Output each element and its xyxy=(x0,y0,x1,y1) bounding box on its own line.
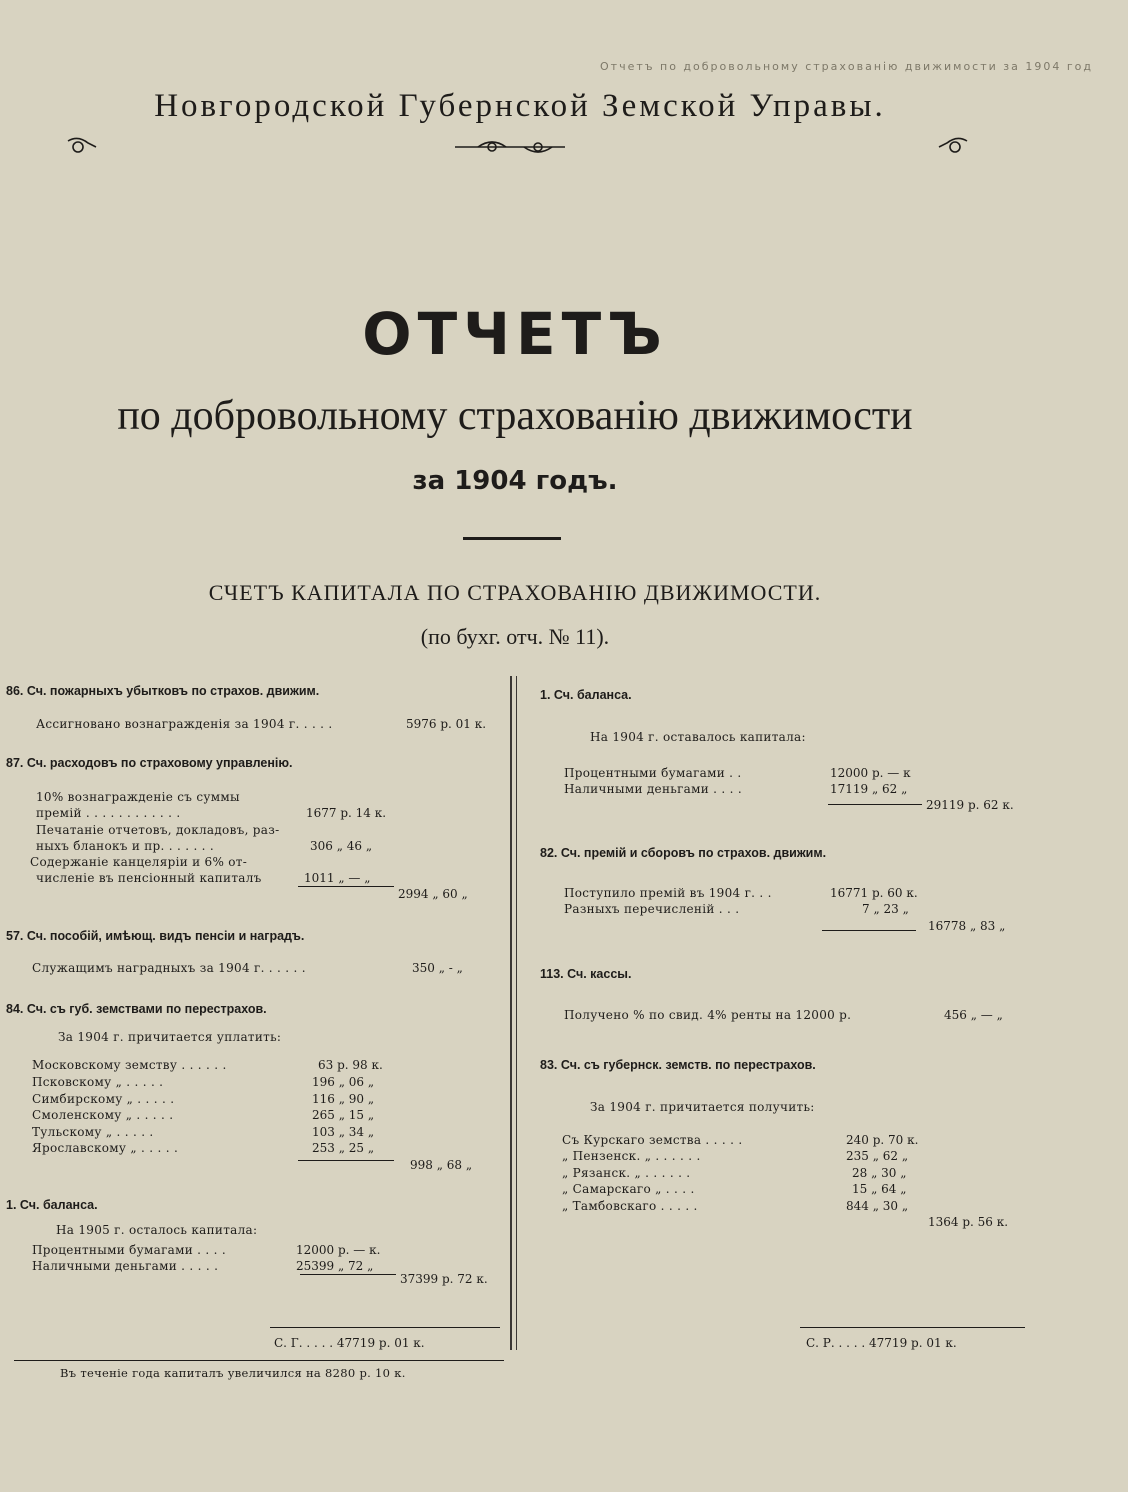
entry-text: „ Самарскаго „ . . . . xyxy=(562,1182,695,1196)
entry-text: Наличными деньгами . . . . xyxy=(564,782,742,796)
footnote: Въ теченіе года капиталъ увеличился на 8280 р. 10 к. xyxy=(60,1366,406,1380)
divider xyxy=(463,537,561,540)
entry-total: 1364 р. 56 к. xyxy=(928,1215,1009,1229)
entry-amount: 253 „ 25 „ xyxy=(312,1141,375,1155)
subtotal-rule xyxy=(822,930,916,931)
entry-text: Процентными бумагами . . . . xyxy=(32,1243,226,1257)
account-heading: 1. Сч. баланса. xyxy=(540,688,632,702)
column-sum: С. Г. . . . . 47719 р. 01 к. xyxy=(274,1336,425,1350)
entry-amount: 240 р. 70 к. xyxy=(846,1133,919,1147)
entry-amount: 63 р. 98 к. xyxy=(318,1058,383,1072)
footnote-rule xyxy=(14,1360,504,1361)
report-title: ОТЧЕТЪ xyxy=(362,300,668,368)
entry-amount: 116 „ 90 „ xyxy=(312,1092,375,1106)
subtotal-rule xyxy=(828,804,922,805)
sum-rule xyxy=(800,1327,1025,1328)
column-sum: С. Р. . . . . 47719 р. 01 к. xyxy=(806,1336,957,1350)
account-heading: 83. Сч. съ губернск. земств. по перестрахов. xyxy=(540,1058,816,1072)
entry-amount: 5976 р. 01 к. xyxy=(406,717,487,731)
entry-text: Содержаніе канцеляріи и 6% от- xyxy=(30,855,248,869)
entry-total: 998 „ 68 „ xyxy=(410,1158,473,1172)
entry-total: 2994 „ 60 „ xyxy=(398,887,468,901)
entry-total: 37399 р. 72 к. xyxy=(400,1272,488,1286)
account-heading: 113. Сч. кассы. xyxy=(540,967,632,981)
entry-text: Псковскому „ . . . . . xyxy=(32,1075,164,1089)
entry-text: Разныхъ перечисленій . . . xyxy=(564,902,740,916)
entry-text: Ярославскому „ . . . . . xyxy=(32,1141,179,1155)
entry-amount: 12000 р. — к xyxy=(830,766,911,780)
entry-text: Ассигновано вознагражденія за 1904 г. . . . . xyxy=(36,717,333,731)
entry-text: 10% вознагражденіе съ суммы xyxy=(36,790,240,804)
entry-amount: 265 „ 15 „ xyxy=(312,1108,375,1122)
show-through-text: Отчетъ по добровольному страхованію движимости за 1904 год xyxy=(600,60,1093,73)
entry-text: За 1904 г. причитается уплатить: xyxy=(58,1030,282,1044)
entry-text: Тульскому „ . . . . . xyxy=(32,1125,154,1139)
account-heading: 87. Сч. расходовъ по страховому управленію. xyxy=(6,756,293,770)
section-title: СЧЕТЪ КАПИТАЛА ПО СТРАХОВАНІЮ ДВИЖИМОСТИ. xyxy=(208,580,822,605)
account-heading: 86. Сч. пожарныхъ убытковъ по страхов. движим. xyxy=(6,684,320,698)
entry-amount: 1677 р. 14 к. xyxy=(306,806,387,820)
account-heading: 84. Сч. съ губ. земствами по перестрахов. xyxy=(6,1002,267,1016)
account-heading: 82. Сч. премій и сборовъ по страхов. движим. xyxy=(540,846,827,860)
entry-amount: 1011 „ — „ xyxy=(304,871,371,885)
entry-text: Съ Курскаго земства . . . . . xyxy=(562,1133,743,1147)
column-divider xyxy=(516,676,517,1350)
entry-amount: 456 „ — „ xyxy=(944,1008,1003,1022)
subtotal-rule xyxy=(300,1274,396,1275)
subtotal-rule xyxy=(298,886,394,887)
report-year: за 1904 годъ. xyxy=(412,466,618,496)
entry-text: На 1904 г. оставалось капитала: xyxy=(590,730,806,744)
entry-amount: 235 „ 62 „ xyxy=(846,1149,909,1163)
entry-text: ныхъ бланокъ и пр. . . . . . . xyxy=(36,839,215,853)
entry-text: Печатаніе отчетовъ, докладовъ, раз- xyxy=(36,823,280,837)
entry-amount: 28 „ 30 „ xyxy=(852,1166,907,1180)
entry-amount: 103 „ 34 „ xyxy=(312,1125,375,1139)
entry-amount: 15 „ 64 „ xyxy=(852,1182,907,1196)
entry-amount: 350 „ - „ xyxy=(412,961,463,975)
entry-amount: 306 „ 46 „ xyxy=(310,839,373,853)
entry-amount: 844 „ 30 „ xyxy=(846,1199,909,1213)
account-heading: 57. Сч. пособій, имѣющ. видъ пенсіи и наградъ. xyxy=(6,929,305,943)
entry-text: Поступило премій въ 1904 г. . . xyxy=(564,886,772,900)
entry-text: Процентными бумагами . . xyxy=(564,766,742,780)
entry-text: Смоленскому „ . . . . . xyxy=(32,1108,174,1122)
section-reference: (по бухг. отч. № 11). xyxy=(420,624,610,649)
column-divider xyxy=(510,676,512,1350)
entry-amount: 17119 „ 62 „ xyxy=(830,782,908,796)
entry-text: премій . . . . . . . . . . . . xyxy=(36,806,181,820)
entry-amount: 7 „ 23 „ xyxy=(862,902,909,916)
entry-amount: 25399 „ 72 „ xyxy=(296,1259,374,1273)
entry-amount: 12000 р. — к. xyxy=(296,1243,381,1257)
report-subtitle: по добровольному страхованію движимости xyxy=(117,393,913,439)
entry-text: Симбирскому „ . . . . . xyxy=(32,1092,175,1106)
entry-text: „ Тамбовскаго . . . . . xyxy=(562,1199,698,1213)
entry-text: Наличными деньгами . . . . . xyxy=(32,1259,219,1273)
entry-total: 29119 р. 62 к. xyxy=(926,798,1014,812)
entry-amount: 196 „ 06 „ xyxy=(312,1075,375,1089)
entry-text: На 1905 г. осталось капитала: xyxy=(56,1223,258,1237)
sum-rule xyxy=(270,1327,500,1328)
ornamental-rule xyxy=(60,137,975,157)
entry-text: Московскому земству . . . . . . xyxy=(32,1058,227,1072)
account-heading: 1. Сч. баланса. xyxy=(6,1198,98,1212)
subtotal-rule xyxy=(298,1160,394,1161)
entry-total: 16778 „ 83 „ xyxy=(928,919,1006,933)
entry-text: Служащимъ наградныхъ за 1904 г. . . . . . xyxy=(32,961,306,975)
entry-text: За 1904 г. причитается получить: xyxy=(590,1100,815,1114)
entry-text: численіе въ пенсіонный капиталъ xyxy=(36,871,262,885)
header-title: Новгородской Губернской Земской Управы. xyxy=(154,88,886,124)
entry-text: Получено % по свид. 4% ренты на 12000 р. xyxy=(564,1008,852,1022)
entry-text: „ Рязанск. „ . . . . . . xyxy=(562,1166,691,1180)
entry-amount: 16771 р. 60 к. xyxy=(830,886,918,900)
entry-text: „ Пензенск. „ . . . . . . xyxy=(562,1149,701,1163)
